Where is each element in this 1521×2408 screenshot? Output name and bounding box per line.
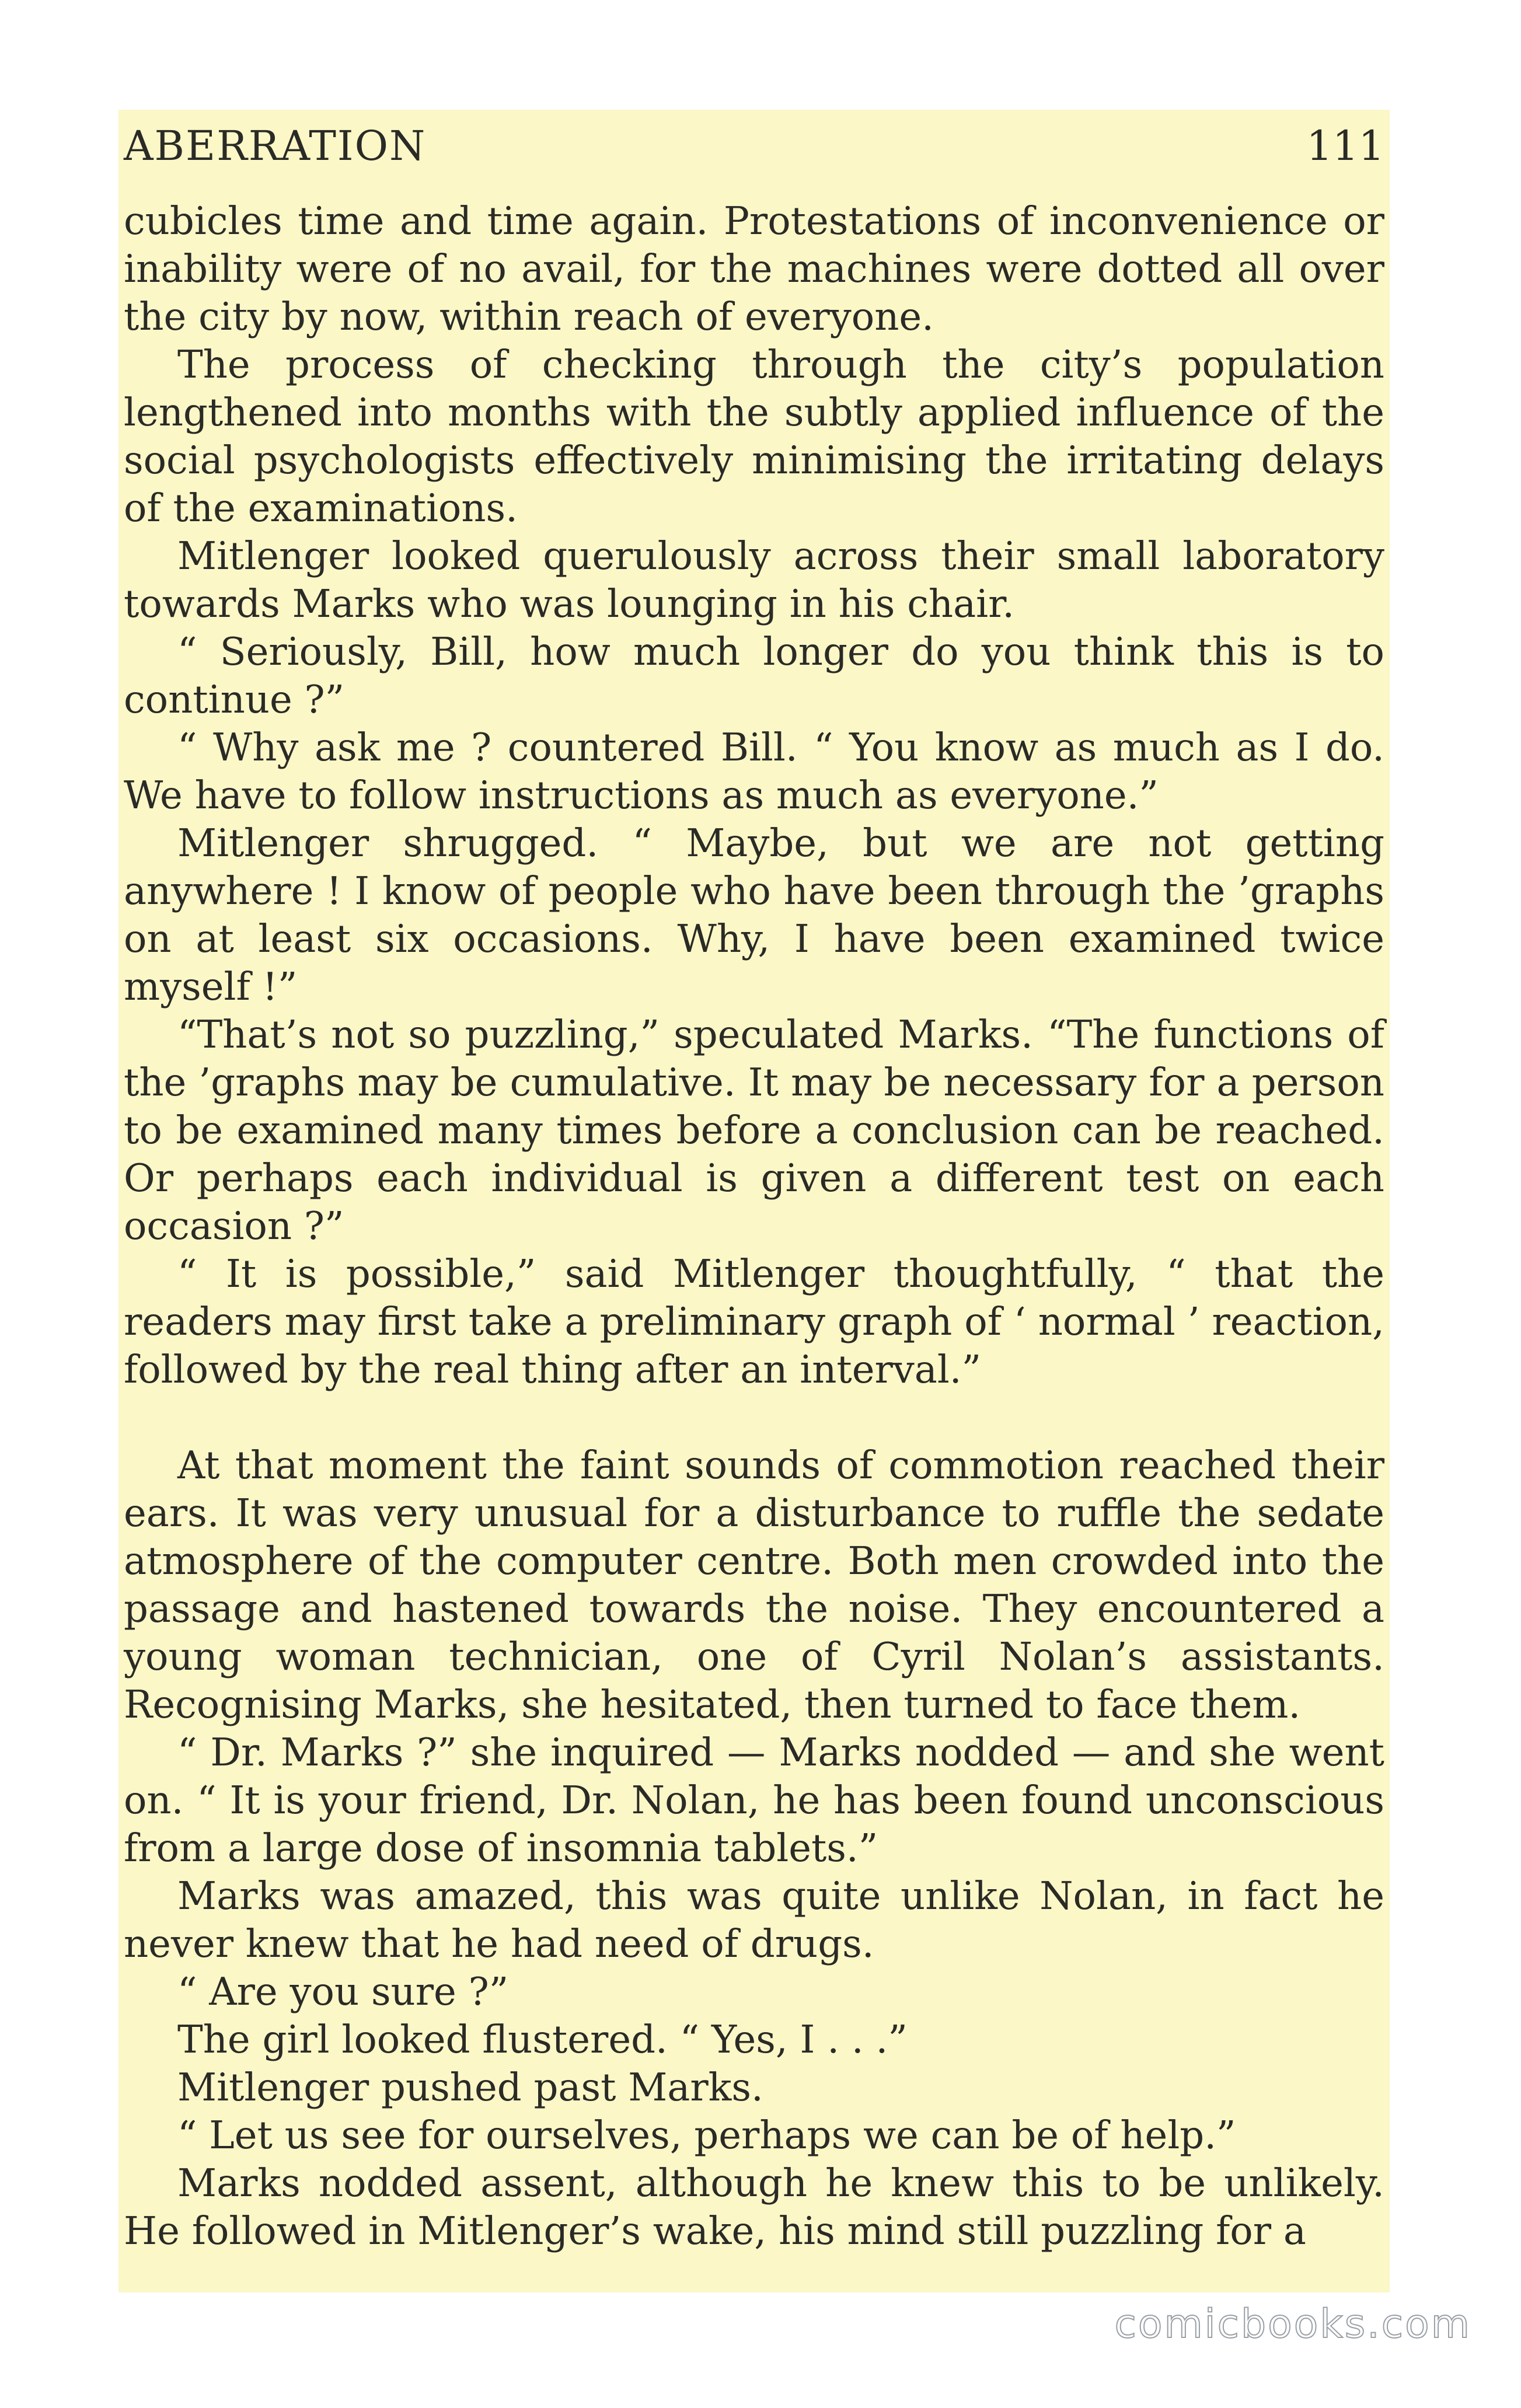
watermark: comicbooks.com — [1114, 2301, 1471, 2347]
paragraph: Marks was amazed, this was quite unlike Nolan, in fact he never knew that he had need of drugs. — [124, 1874, 1384, 1966]
paragraph: “ Let us see for ourselves, perhaps we can be of help.” — [177, 2113, 1236, 2158]
paragraph: At that moment the faint sounds of commotion reached their ears. It was very unusual for a disturbance to ruffle the sedate atmosphere of the computer centre. Both men crowded into the passage and hastened towards the noise. They encountered a young woman technician, one of Cyril Nolan’s assistants. Recognising Marks, she hesitated, then turned to face them. — [124, 1443, 1384, 1727]
body-text — [124, 197, 1384, 2255]
chapter-title: ABERRATION — [124, 122, 427, 170]
paragraph: Mitlenger shrugged. “ Maybe, but we are not getting anywhere ! I know of people who have been through the ’graphs on at least six occasions. Why, I have been examined twice myself !” — [124, 821, 1384, 1009]
running-header — [124, 114, 1384, 178]
paragraph: The process of checking through the city’s population lengthened into months with the subtly applied influence of the social psychologists effectively minimising the irritating delays of the examinations. — [124, 343, 1384, 531]
paragraph: Mitlenger looked querulously across their small laboratory towards Marks who was lounging in his chair. — [124, 534, 1384, 626]
paragraph: “ Are you sure ?” — [177, 1970, 509, 2014]
paragraph: Mitlenger pushed past Marks. — [177, 2065, 763, 2110]
paragraph: “ Dr. Marks ?” she inquired — Marks nodded — and she went on. “ It is your friend, Dr. Nolan, he has been found unconscious from a large dose of insomnia tablets.” — [124, 1730, 1384, 1870]
paragraph: “ It is possible,” said Mitlenger thoughtfully, “ that the readers may first take a preliminary graph of ‘ normal ’ reaction, followed by the real thing after an interval.” — [124, 1252, 1384, 1392]
paragraph: “That’s not so puzzling,” speculated Marks. “The functions of the ’graphs may be cumulative. It may be necessary for a person to be examined many times before a conclusion can be reached. Or perhaps each individual is given a different test on each occasion ?” — [124, 1013, 1384, 1248]
section-break — [124, 1394, 1384, 1442]
paragraph: The girl looked flustered. “ Yes, I . . .” — [177, 2018, 908, 2062]
paragraph: cubicles time and time again. Protestations of inconvenience or inability were of no avail, for the machines were dotted all over the city by now, within reach of everyone. — [124, 199, 1384, 339]
page-number: 111 — [1306, 122, 1384, 170]
paragraph: “ Why ask me ? countered Bill. “ You know as much as I do. We have to follow instructions as much as everyone.” — [124, 725, 1384, 818]
paragraph: “ Seriously, Bill, how much longer do you think this is to continue ?” — [124, 630, 1384, 722]
paragraph: Marks nodded assent, although he knew this to be unlikely. He followed in Mitlenger’s wake, his mind still puzzling for a — [124, 2161, 1384, 2253]
